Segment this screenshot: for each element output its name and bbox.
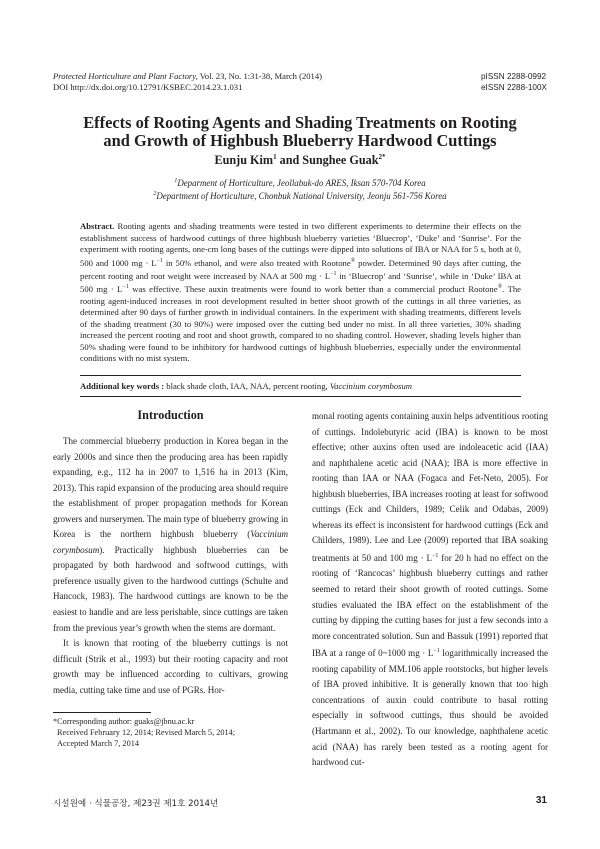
footnote-rule bbox=[53, 712, 151, 713]
accepted-date: Accepted March 7, 2014 bbox=[57, 739, 140, 749]
abstract-rule-top bbox=[80, 375, 521, 376]
abstract-rule-bottom bbox=[80, 396, 521, 397]
author-1-sup: 1 bbox=[273, 153, 277, 161]
eissn: eISSN 2288-100X bbox=[481, 83, 547, 92]
doi-line: DOI http://dx.doi.org/10.12791/KSBEC.2014.23.1.031 bbox=[53, 82, 243, 92]
affil-2-text: Department of Horticulture, Chonbuk National University, Jeonju 561-756 Korea bbox=[156, 190, 447, 201]
abstract-text: . The rooting agent-induced increases in root development resulted in better shoot growth of the cuttings in all three varieties, as determined after 90 days of further growth in individual containers. In the experiment with shading treatments, different levels of the shading treatment (30 to 90%) were imposed over the cutting bed under no mist. In all three varieties, 30% shading increased the percent rooting and root and shoot growth, compared to no shading control. However, shading levels higher than 50% shading were found to be inhibitory for hardwood cuttings of highbush blueberries, especially under the environmental conditions with no mist system. bbox=[80, 284, 521, 364]
abstract-text: was effective. These auxin treatments were found to work better than a commercial product Rootone bbox=[128, 284, 498, 295]
abstract-text: Rooting agents and shading treatments were tested in two different experiments to determine their effects on the establishment success of hardwood cuttings of three highbush blueberry varieties ‘Bluecrop’, ‘Duke’ and ‘Sunrise’. For the experiment with rooting agents, one-cm long bases of the cuttings were dipped into solutions of IBA or NAA for 5 s, both at 0, 500 and 1000 mg · L bbox=[80, 221, 521, 268]
abstract-sup: −1 bbox=[122, 284, 129, 291]
intro-text: ). Practically highbush blueberries can be propagated by both hardwood and softwood cuttings, with preference usually given to the hardwood cuttings (Schulte and Hancock, 1983). The hardwood cuttings are known to be the easiest to handle and are less perishable, since cuttings are taken from the previous year’s growth when the stems are dormant. bbox=[53, 544, 288, 633]
footnote bbox=[53, 716, 235, 750]
affiliation-1 bbox=[40, 176, 560, 189]
abstract-label: Abstract. bbox=[80, 221, 115, 231]
title-line-2: and Growth of Highbush Blueberry Hardwood Cuttings bbox=[103, 131, 497, 150]
keywords-italic: Vaccinium corymbosum bbox=[329, 381, 413, 391]
abstract-sup: −1 bbox=[330, 270, 337, 277]
journal-name: Protected Horticulture and Plant Factory, bbox=[53, 71, 198, 81]
species-name: Vaccinium corymbosum bbox=[53, 529, 288, 555]
abstract-sup: −1 bbox=[156, 257, 163, 264]
intro-text: monal rooting agents containing auxin helps adventitious rooting of cuttings. Indolebutyric acid (IBA) is known to be most effective; other auxins often used are indoleacetic acid (IAA) and naphthalene acetic acid (NAA); IBA is more effective in rooting than IAA or NAA (Fogaca and Fet-Neto, 2005). For highbush blueberries, IBA increases rooting at least for softwood cuttings (Eck and Childers, 1989; Celik and Odabas, 2009) whereas its effect is inconsistent for hardwood cuttings (Eck and Childers, 1989). Lee and Lee (2009) reported that IBA soaking treatments at 50 and 100 mg · L bbox=[312, 411, 548, 563]
corresponding-author: *Corresponding author: guaks@jbnu.ac.kr bbox=[53, 717, 195, 726]
journal-header bbox=[53, 71, 322, 93]
pissn: pISSN 2288-0992 bbox=[481, 72, 547, 81]
footer-journal: 시설원예 · 식물공장, 제23권 제1호 2014년 bbox=[53, 799, 219, 809]
intro-text: logarithmically increased the rooting capability of MM.106 apple rootstocks, but higher levels of IBA proved inhibitive. It is generally known that too high concentrations of auxin could contribute to basal rotting especially in softwood cuttings, thus should be avoided (Hartmann et al., 2002). To our knowledge, naphthalene acetic acid (NAA) has rarely been tested as a rooting agent for hardwood cut- bbox=[312, 648, 548, 768]
unit-sup: −1 bbox=[433, 648, 440, 655]
keywords-label: Additional key words : bbox=[80, 381, 167, 391]
unit-sup: −1 bbox=[432, 552, 439, 559]
abstract-text: powder. Determined 90 days after cutting, the percent rooting and root weight were increased by NAA at 500 mg · L bbox=[80, 257, 521, 281]
key-words bbox=[80, 381, 521, 392]
issn-block bbox=[481, 71, 547, 93]
left-column bbox=[53, 434, 288, 698]
affiliations bbox=[40, 176, 560, 202]
affil-1-sup: 1 bbox=[174, 178, 178, 184]
title-line-1: Effects of Rooting Agents and Shading Treatments on Rooting bbox=[83, 113, 517, 132]
affil-2-sup: 2 bbox=[153, 190, 157, 197]
keywords-text: black shade cloth, IAA, NAA, percent rooting, bbox=[166, 381, 330, 391]
intro-paragraph-2: It is known that rooting of the blueberry cuttings is not difficult (Strik et al., 1993) but their rooting capacity and root growth may be influenced according to cultivars, growing media, cutting take time and use of PGRs. Hor- bbox=[53, 638, 288, 695]
author-1: Eunju Kim bbox=[214, 153, 274, 168]
intro-paragraph-1 bbox=[53, 434, 288, 636]
intro-text: The commercial blueberry production in Korea began in the early 2000s and since then the producing area has been rapidly expanding, e.g., 112 ha in 2007 to 1,516 ha in 2013 (Kim, 2013). This rapid expansion of the producing area should require the establishment of proper propagation methods for Korean growers and nurserymen. The main type of blueberry growing in Korea is the northern highbush blueberry ( bbox=[53, 436, 288, 540]
abstract bbox=[80, 221, 521, 365]
abstract-text: in ‘Bluecrop’ and ‘Sunrise’, while in ‘Duke’ IBA at 500 mg · L bbox=[80, 270, 521, 295]
paper-title bbox=[40, 114, 560, 150]
affil-1-text: Deparment of Horticulture, Jeollabuk-do ARES, Iksan 570-704 Korea bbox=[177, 177, 426, 188]
affiliation-2 bbox=[40, 189, 560, 202]
abstract-text: in 50% ethanol, and were also treated with Rootone bbox=[162, 257, 351, 268]
received-dates: Received February 12, 2014; Revised March 5, 2014; bbox=[57, 728, 236, 738]
section-heading-introduction: Introduction bbox=[137, 408, 204, 422]
page-number: 31 bbox=[535, 795, 547, 806]
author-line bbox=[40, 153, 560, 168]
volume-info: Vol. 23, No. 1:31-38, March (2014) bbox=[197, 71, 322, 81]
abstract-sup: ® bbox=[497, 284, 503, 291]
author-2-sup: 2* bbox=[378, 153, 386, 161]
intro-text: for 20 h had no effect on the rooting of ‘Rancocas’ highbush blueberry cuttings and rather seemed to retard their shoot growth of rooted cuttings. Some studies evaluated the IBA effect on the establishment of the cutting by dipping the cutting bases for just a few seconds into a more concentrated solution. Sun and Bassuk (1991) reported that IBA at a range of 0~1000 mg · L bbox=[312, 552, 549, 659]
author-2: and Sunghee Guak bbox=[276, 153, 379, 168]
intro-paragraph-continued bbox=[312, 409, 548, 771]
right-column bbox=[312, 409, 548, 771]
abstract-sup: ® bbox=[350, 257, 356, 264]
